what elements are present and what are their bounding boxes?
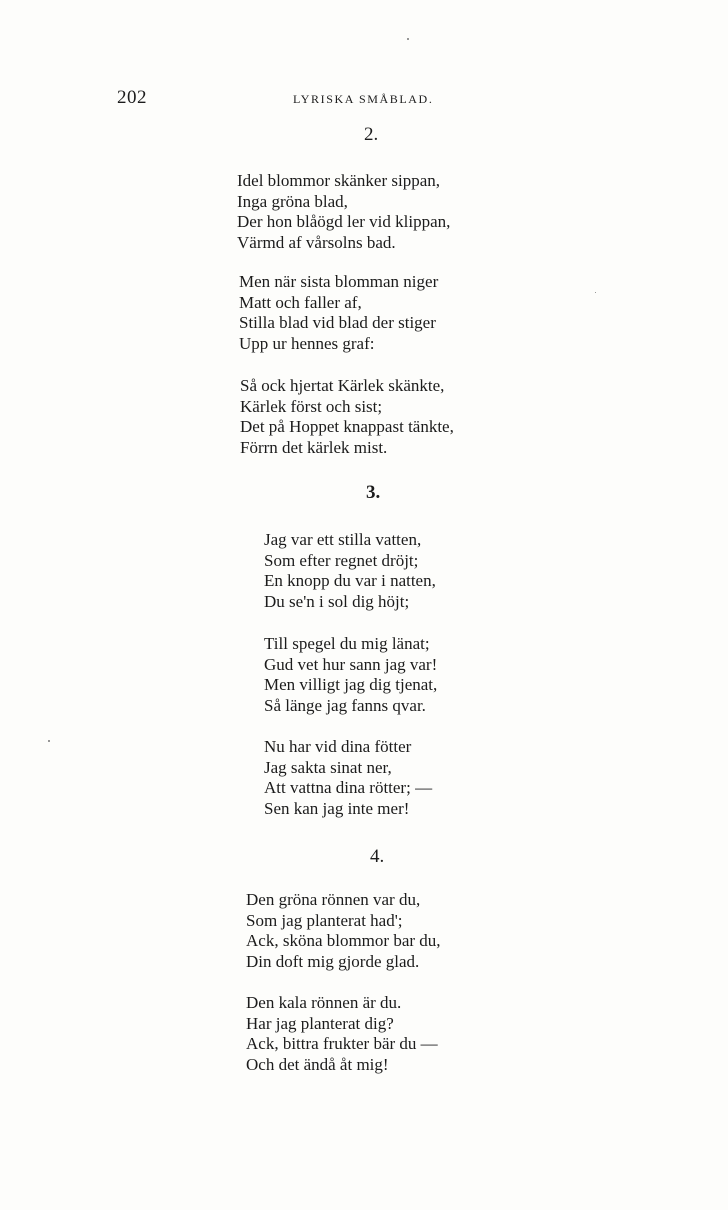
poem-4-stanza-2 <box>246 993 438 1076</box>
verse-line: Den gröna rönnen var du, <box>246 890 421 909</box>
verse-line: Men villigt jag dig tjenat, <box>264 675 438 695</box>
verse-line: Jag var ett stilla vatten, <box>264 530 422 549</box>
verse-line: Idel blommor skänker sippan, <box>237 171 441 190</box>
verse-line: Kärlek först och sist; <box>240 396 383 416</box>
verse-line: Nu har vid dina fötter <box>264 737 412 756</box>
poem-3-stanza-2 <box>264 634 437 717</box>
poem-number-3: 3. <box>366 482 381 503</box>
verse-line: Din doft mig gjorde glad. <box>246 952 420 972</box>
poem-2-stanza-1 <box>237 171 450 254</box>
verse-line: Den kala rönnen är du. <box>246 993 402 1012</box>
verse-line: Som efter regnet dröjt; <box>264 550 419 570</box>
verse-line: Men när sista blomman niger <box>239 272 439 291</box>
verse-line: Ack, sköna blommor bar du, <box>246 931 441 951</box>
poem-number-2: 2. <box>364 124 379 145</box>
poem-3-stanza-1 <box>264 530 436 613</box>
verse-line: Och det ändå åt mig! <box>246 1055 389 1075</box>
verse-line: Inga gröna blad, <box>237 191 348 211</box>
verse-line: Matt och faller af, <box>239 292 362 312</box>
scan-speck <box>48 740 50 742</box>
page-number: 202 <box>117 87 147 108</box>
verse-line: Du se'n i sol dig höjt; <box>264 592 410 612</box>
scan-speck <box>595 292 596 293</box>
verse-line: Värmd af vårsolns bad. <box>237 233 396 253</box>
poem-2-stanza-2 <box>239 272 438 355</box>
verse-line: Förrn det kärlek mist. <box>240 438 388 458</box>
poem-number-4: 4. <box>370 846 385 867</box>
verse-line: Har jag planterat dig? <box>246 1013 394 1033</box>
verse-line: Der hon blåögd ler vid klippan, <box>237 212 451 232</box>
running-title: LYRISKA SMÅBLAD. <box>293 92 434 106</box>
scan-speck <box>407 38 409 40</box>
verse-line: Upp ur hennes graf: <box>239 334 375 354</box>
verse-line: Gud vet hur sann jag var! <box>264 654 438 674</box>
verse-line: Ack, bittra frukter bär du — <box>246 1034 438 1054</box>
verse-line: Sen kan jag inte mer! <box>264 799 410 819</box>
poem-2-stanza-3 <box>240 376 454 459</box>
poem-3-stanza-3 <box>264 737 432 820</box>
verse-line: Till spegel du mig länat; <box>264 634 430 653</box>
verse-line: Jag sakta sinat ner, <box>264 757 392 777</box>
verse-line: Stilla blad vid blad der stiger <box>239 313 436 333</box>
verse-line: Att vattna dina rötter; — <box>264 778 433 798</box>
poem-4-stanza-1 <box>246 890 441 973</box>
verse-line: Det på Hoppet knappast tänkte, <box>240 417 454 437</box>
verse-line: Som jag planterat had'; <box>246 910 403 930</box>
verse-line: Så länge jag fanns qvar. <box>264 696 426 716</box>
verse-line: Så ock hjertat Kärlek skänkte, <box>240 376 445 395</box>
verse-line: En knopp du var i natten, <box>264 571 436 591</box>
